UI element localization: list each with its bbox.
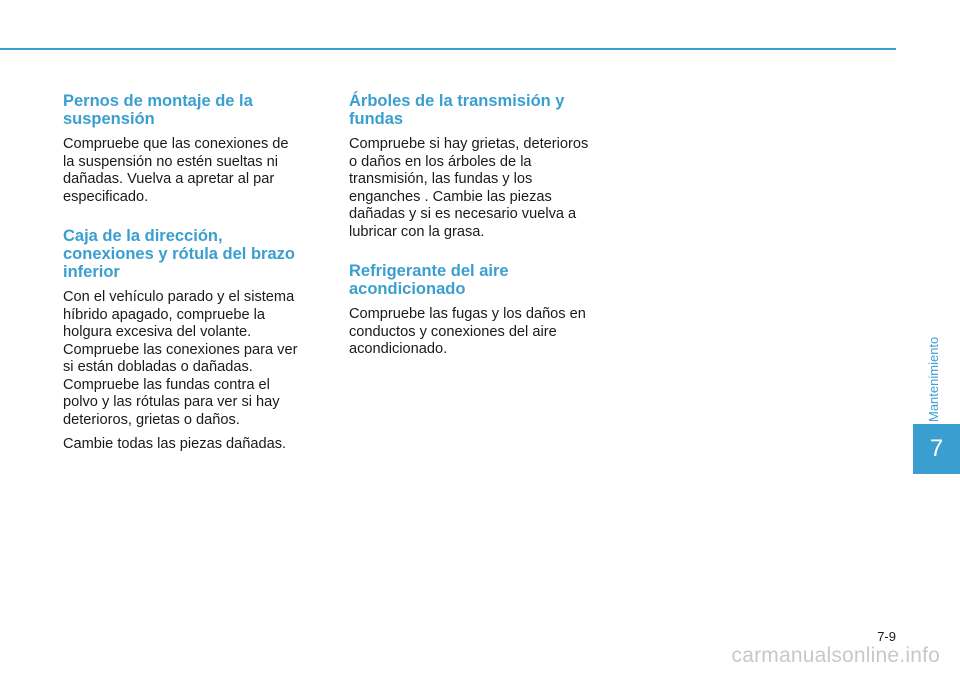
chapter-label-text: Mantenimiento: [926, 336, 941, 422]
paragraph-steering-box: Con el vehículo parado y el sistema híbrido apagado, compruebe la holgura excesiva del volante. Compruebe las conexiones para ver si están dobladas o dañadas. Compruebe las fundas contra el polvo y las rótulas para ver si hay deterioros, grietas o daños.: [63, 289, 298, 428]
paragraph-suspension-bolts: Compruebe que las conexiones de la suspensión no estén sueltas ni dañadas. Vuelva a apretar al par especificado.: [63, 136, 289, 205]
section-title-drive-shafts: Árboles de la transmisión y fundas: [349, 92, 565, 128]
chapter-number: 7: [929, 435, 944, 462]
paragraph-ac-refrigerant: Compruebe las fugas y los daños en conductos y conexiones del aire acondicionado.: [349, 306, 586, 357]
chapter-tab: [913, 424, 960, 474]
header-rule: [0, 48, 896, 50]
paragraph-drive-shafts: Compruebe si hay grietas, deterioros o daños en los árboles de la transmisión, las fundas y los enganches . Cambie las piezas dañadas y si es necesario vuelva a lubricar con la grasa.: [349, 136, 589, 240]
middle-column: [349, 92, 611, 366]
section-title-suspension-bolts: Pernos de montaje de la suspensión: [63, 92, 253, 128]
section-title-ac-refrigerant: Refrigerante del aire acondicionado: [349, 262, 509, 298]
left-column: [63, 92, 325, 461]
watermark: carmanualsonline.info: [731, 644, 940, 667]
chapter-side-label: [924, 312, 944, 422]
paragraph-replace-parts: Cambie todas las piezas dañadas.: [63, 436, 287, 452]
page-number: 7-9: [877, 629, 896, 644]
section-title-steering-box: Caja de la dirección, conexiones y rótula del brazo inferior: [63, 227, 295, 281]
